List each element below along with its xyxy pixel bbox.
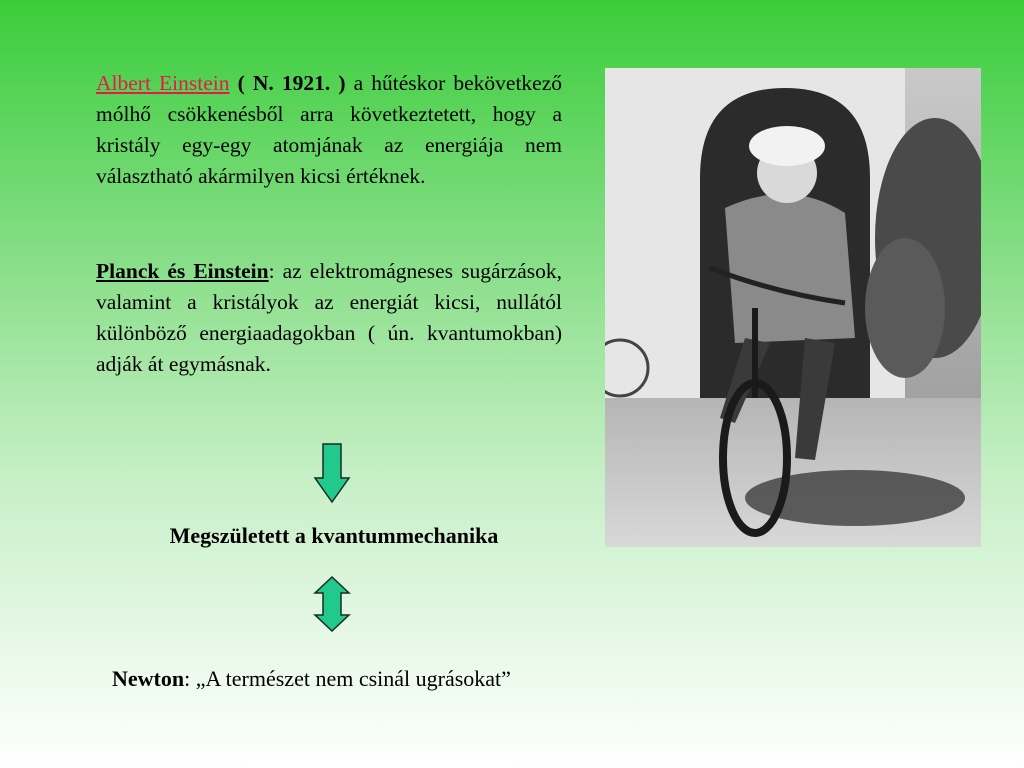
- paragraph-planck-einstein: [96, 256, 562, 380]
- einstein-bicycle-photo: [605, 68, 981, 547]
- nobel-year: ( N. 1921. ): [237, 71, 346, 95]
- einstein-name-link[interactable]: Albert Einstein: [96, 71, 230, 95]
- down-arrow-icon: [313, 442, 351, 504]
- newton-quote: [112, 666, 511, 692]
- planck-einstein-heading: Planck és Einstein: [96, 259, 269, 283]
- up-down-arrow-icon: [313, 575, 351, 633]
- paragraph-einstein-text: a hűtéskor bekövetkező mólhő csökkenésből arra következtetett, hogy a kristály egy-egy atomjának az energiája nem választható akármilyen kicsi értéknek.: [96, 71, 563, 188]
- paragraph-einstein: [96, 68, 562, 192]
- newton-quote-text: : „A természet nem csinál ugrásokat”: [184, 666, 511, 691]
- paragraph-planck-text: : az elektromágneses sugárzások, valamint a kristályok az energiát kicsi, nullától különböző energiaadagokban ( ún. kvantumokban) adják át egymásnak.: [96, 259, 563, 376]
- conclusion-heading: Megszületett a kvantummechanika: [169, 523, 499, 548]
- newton-name: Newton: [112, 666, 185, 691]
